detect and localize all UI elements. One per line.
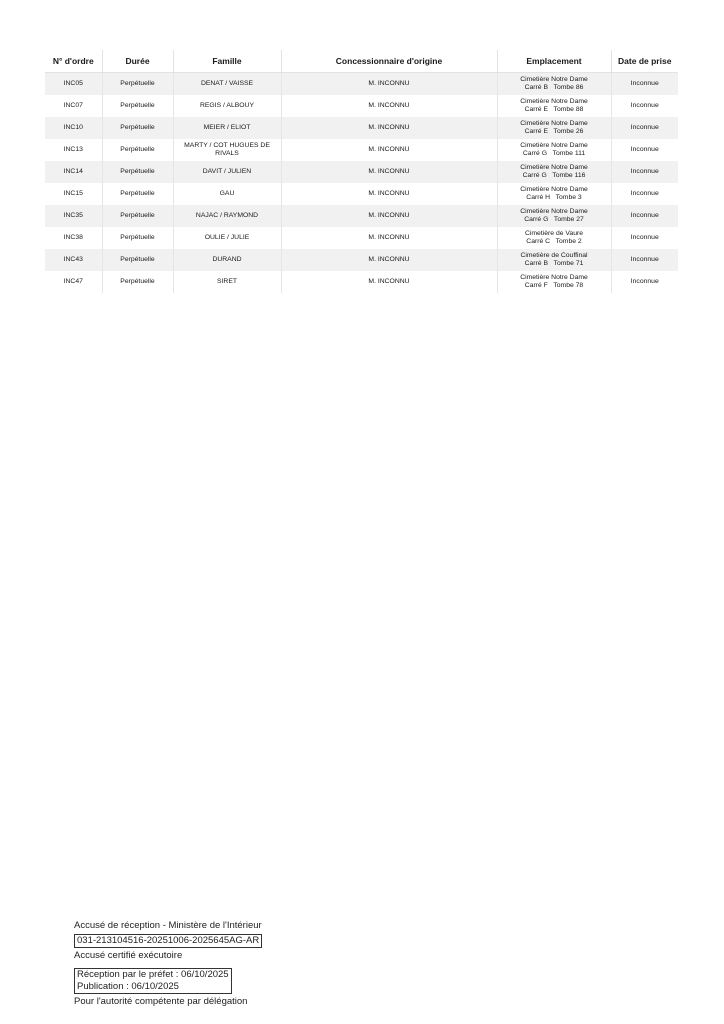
concessions-table	[45, 50, 678, 293]
cell-concessionnaire: M. INCONNU	[281, 73, 497, 96]
cell-famille: DAVIT / JULIEN	[173, 161, 281, 183]
stamp-authority-line: Pour l'autorité compétente par délégation	[74, 996, 248, 1007]
cell-famille: DENAT / VAISSE	[173, 73, 281, 96]
cell-date: Inconnue	[611, 161, 678, 183]
table-row	[45, 117, 678, 139]
cell-duree: Perpétuelle	[102, 139, 173, 161]
cell-duree: Perpétuelle	[102, 161, 173, 183]
cell-concessionnaire: M. INCONNU	[281, 249, 497, 271]
table-row	[45, 249, 678, 271]
stamp-ministry-line: Accusé de réception - Ministère de l'Intérieur	[74, 920, 262, 931]
emplacement-plot: Carré E Tombe 88	[524, 106, 584, 113]
cell-emplacement	[497, 73, 611, 96]
table-row	[45, 95, 678, 117]
cell-ordre: INC15	[45, 183, 102, 205]
header-famille: Famille	[173, 50, 281, 73]
cell-famille: NAJAC / RAYMOND	[173, 205, 281, 227]
cell-ordre: INC43	[45, 249, 102, 271]
cell-emplacement	[497, 271, 611, 293]
emplacement-plot: Carré H Tombe 3	[526, 194, 582, 201]
emplacement-plot: Carré G Tombe 116	[522, 172, 586, 179]
cell-famille: DURAND	[173, 249, 281, 271]
cell-date: Inconnue	[611, 205, 678, 227]
table-row	[45, 205, 678, 227]
cell-famille: SIRET	[173, 271, 281, 293]
stamp-reception-date: Réception par le préfet : 06/10/2025	[77, 969, 229, 980]
table-row	[45, 271, 678, 293]
emplacement-cemetery: Cimetière Notre Dame	[520, 98, 588, 105]
reception-stamp	[74, 920, 262, 1008]
emplacement-cemetery: Cimetière Notre Dame	[520, 76, 588, 83]
cell-emplacement	[497, 249, 611, 271]
cell-concessionnaire: M. INCONNU	[281, 227, 497, 249]
emplacement-cemetery: Cimetière Notre Dame	[520, 164, 588, 171]
cell-famille: REGIS / ALBOUY	[173, 95, 281, 117]
cell-date: Inconnue	[611, 183, 678, 205]
cell-duree: Perpétuelle	[102, 183, 173, 205]
cell-ordre: INC35	[45, 205, 102, 227]
stamp-reference: 031-213104516-20251006-2025645AG-AR	[74, 934, 262, 948]
table-row	[45, 73, 678, 96]
cell-ordre: INC10	[45, 117, 102, 139]
cell-famille: MEIER / ELIOT	[173, 117, 281, 139]
emplacement-plot: Carré B Tombe 71	[524, 260, 584, 267]
emplacement-cemetery: Cimetière Notre Dame	[520, 208, 588, 215]
emplacement-plot: Carré B Tombe 86	[524, 84, 584, 91]
emplacement-cemetery: Cimetière Notre Dame	[520, 120, 588, 127]
cell-duree: Perpétuelle	[102, 205, 173, 227]
cell-famille: OULIE / JULIE	[173, 227, 281, 249]
cell-ordre: INC07	[45, 95, 102, 117]
emplacement-plot: Carré E Tombe 26	[524, 128, 584, 135]
cell-concessionnaire: M. INCONNU	[281, 205, 497, 227]
table-header-row	[45, 50, 678, 73]
cell-duree: Perpétuelle	[102, 271, 173, 293]
cell-date: Inconnue	[611, 95, 678, 117]
cell-ordre: INC38	[45, 227, 102, 249]
cell-duree: Perpétuelle	[102, 95, 173, 117]
cell-famille: GAU	[173, 183, 281, 205]
table-row	[45, 161, 678, 183]
cell-date: Inconnue	[611, 139, 678, 161]
emplacement-cemetery: Cimetière de Vaure	[524, 230, 584, 237]
stamp-dates-box	[74, 968, 232, 994]
cell-date: Inconnue	[611, 271, 678, 293]
cell-duree: Perpétuelle	[102, 73, 173, 96]
cell-ordre: INC47	[45, 271, 102, 293]
cell-emplacement	[497, 117, 611, 139]
emplacement-cemetery: Cimetière de Couffinal	[520, 252, 588, 259]
emplacement-plot: Carré G Tombe 27	[524, 216, 584, 223]
cell-ordre: INC05	[45, 73, 102, 96]
cell-date: Inconnue	[611, 227, 678, 249]
cell-ordre: INC14	[45, 161, 102, 183]
emplacement-cemetery: Cimetière Notre Dame	[520, 142, 588, 149]
cell-emplacement	[497, 183, 611, 205]
emplacement-plot: Carré G Tombe 111	[522, 150, 586, 157]
cell-date: Inconnue	[611, 117, 678, 139]
cell-ordre: INC13	[45, 139, 102, 161]
header-ordre: N° d'ordre	[45, 50, 102, 73]
header-date: Date de prise	[611, 50, 678, 73]
cell-date: Inconnue	[611, 73, 678, 96]
table-row	[45, 139, 678, 161]
emplacement-plot: Carré F Tombe 78	[524, 282, 584, 289]
table-row	[45, 227, 678, 249]
cell-concessionnaire: M. INCONNU	[281, 117, 497, 139]
emplacement-cemetery: Cimetière Notre Dame	[520, 186, 588, 193]
cell-duree: Perpétuelle	[102, 227, 173, 249]
header-concessionnaire: Concessionnaire d'origine	[281, 50, 497, 73]
cell-emplacement	[497, 227, 611, 249]
cell-duree: Perpétuelle	[102, 249, 173, 271]
stamp-publication-date: Publication : 06/10/2025	[77, 981, 179, 992]
stamp-executoire-line: Accusé certifié exécutoire	[74, 950, 183, 961]
table-row	[45, 183, 678, 205]
cell-famille: MARTY / COT HUGUES DE RIVALS	[173, 139, 281, 161]
cell-emplacement	[497, 139, 611, 161]
cell-concessionnaire: M. INCONNU	[281, 161, 497, 183]
cell-emplacement	[497, 95, 611, 117]
cell-concessionnaire: M. INCONNU	[281, 95, 497, 117]
header-duree: Durée	[102, 50, 173, 73]
emplacement-cemetery: Cimetière Notre Dame	[520, 274, 588, 281]
emplacement-plot: Carré C Tombe 2	[526, 238, 582, 245]
cell-concessionnaire: M. INCONNU	[281, 183, 497, 205]
cell-emplacement	[497, 161, 611, 183]
cell-duree: Perpétuelle	[102, 117, 173, 139]
cell-concessionnaire: M. INCONNU	[281, 139, 497, 161]
cell-date: Inconnue	[611, 249, 678, 271]
header-emplacement: Emplacement	[497, 50, 611, 73]
cell-concessionnaire: M. INCONNU	[281, 271, 497, 293]
cell-emplacement	[497, 205, 611, 227]
